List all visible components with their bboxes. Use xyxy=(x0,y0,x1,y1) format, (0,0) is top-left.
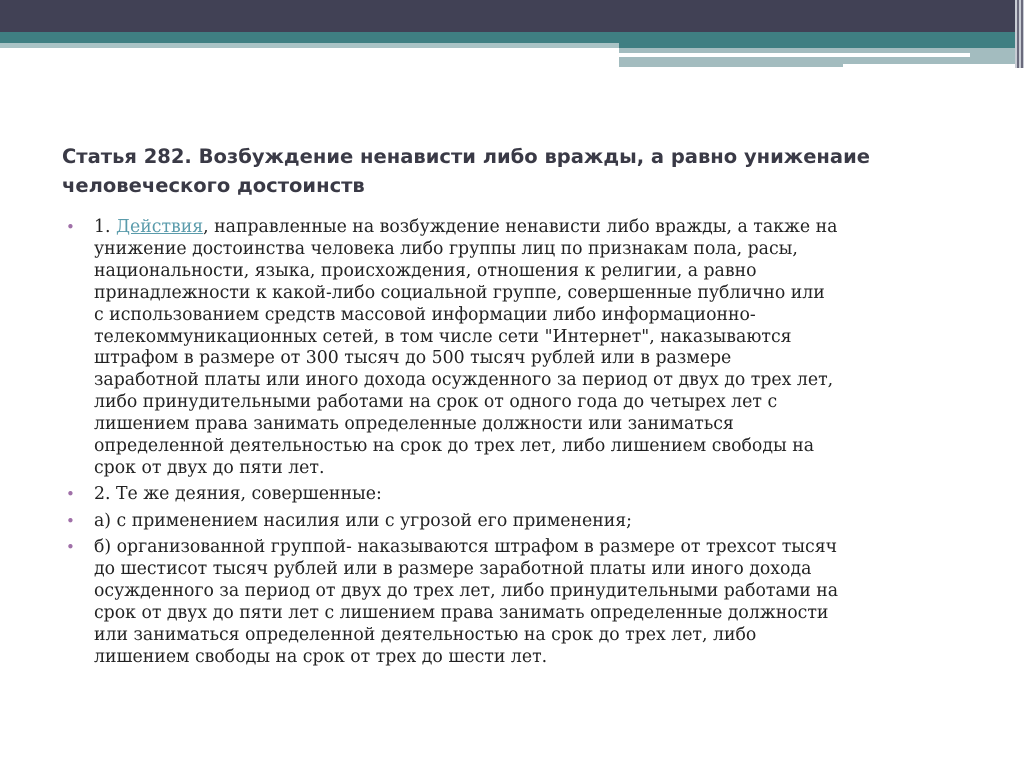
paragraph-line: определенной деятельностью на срок до трех лет, либо лишением свободы на xyxy=(94,436,815,457)
list-item xyxy=(66,511,838,533)
header-right-stripes xyxy=(1015,0,1024,68)
paragraph-line: лишением свободы на срок от трех до шести лет. xyxy=(94,646,548,667)
paragraph-line: штрафом в размере от 300 тысяч до 500 тысяч рублей или в размере xyxy=(94,348,732,369)
list-item xyxy=(66,484,838,506)
paragraph-line: лишением права занимать определенные должности или заниматься xyxy=(94,414,734,435)
paragraph-line: 2. Те же деяния, совершенные: xyxy=(94,484,382,505)
paragraph-line: заработной платы или иного дохода осужденного за период от двух до трех лет, xyxy=(94,370,834,391)
item-number: 1. xyxy=(94,217,116,237)
paragraph-line: б) организованной группой- наказываются штрафом в размере от трехсот тысяч xyxy=(94,537,838,558)
paragraph-line: либо принудительными работами на срок от одного года до четырех лет с xyxy=(94,392,778,413)
paragraph-line: осужденного за период от двух до трех лет, либо принудительными работами на xyxy=(94,581,839,601)
paragraph-line: или заниматься определенной деятельностью на срок до трех лет, либо xyxy=(94,624,757,645)
paragraph-line: принадлежности к какой-либо социальной группе, совершенные публично или xyxy=(94,282,825,303)
header-white-cut xyxy=(843,64,1023,68)
slide-title xyxy=(62,142,870,200)
paragraph-line: телекоммуникационных сетей, в том числе сети "Интернет", наказываются xyxy=(94,326,792,347)
paragraph-line: до шестисот тысяч рублей или в размере заработной платы или иного дохода xyxy=(94,559,812,580)
title-line: человеческого достоинств xyxy=(62,174,365,197)
list-item xyxy=(66,217,838,480)
bullet-icon: • xyxy=(66,485,75,504)
list-item xyxy=(66,537,838,668)
bullet-icon: • xyxy=(66,511,75,530)
actions-link[interactable]: Действия xyxy=(115,217,204,237)
paragraph-line: национальности, языка, происхождения, отношения к религии, а равно xyxy=(94,260,757,281)
paragraph-line: срок от двух до пяти лет. xyxy=(94,457,325,478)
bullet-icon: • xyxy=(66,538,75,557)
paragraph-line xyxy=(94,217,838,239)
title-line: Статья 282. Возбуждение ненависти либо вражды, а равно униженаие xyxy=(62,145,870,168)
slide-body xyxy=(66,217,838,673)
paragraph-line: срок от двух до пяти лет с лишением права занимать определенные должности xyxy=(94,602,829,623)
header-white-line xyxy=(619,53,970,57)
header-dark-bar xyxy=(0,0,1024,32)
bullet-icon: • xyxy=(66,218,75,236)
paragraph-line: а) с применением насилия или с угрозой его применения; xyxy=(94,510,632,531)
paragraph-line: унижение достоинства человека либо группы лиц по признакам пола, расы, xyxy=(94,238,798,259)
line-text: , направленные на возбуждение ненависти либо вражды, а также на xyxy=(203,217,838,237)
paragraph-line: с использованием средств массовой информации либо информационно- xyxy=(94,304,756,325)
header-light-stripe-left xyxy=(0,43,619,48)
